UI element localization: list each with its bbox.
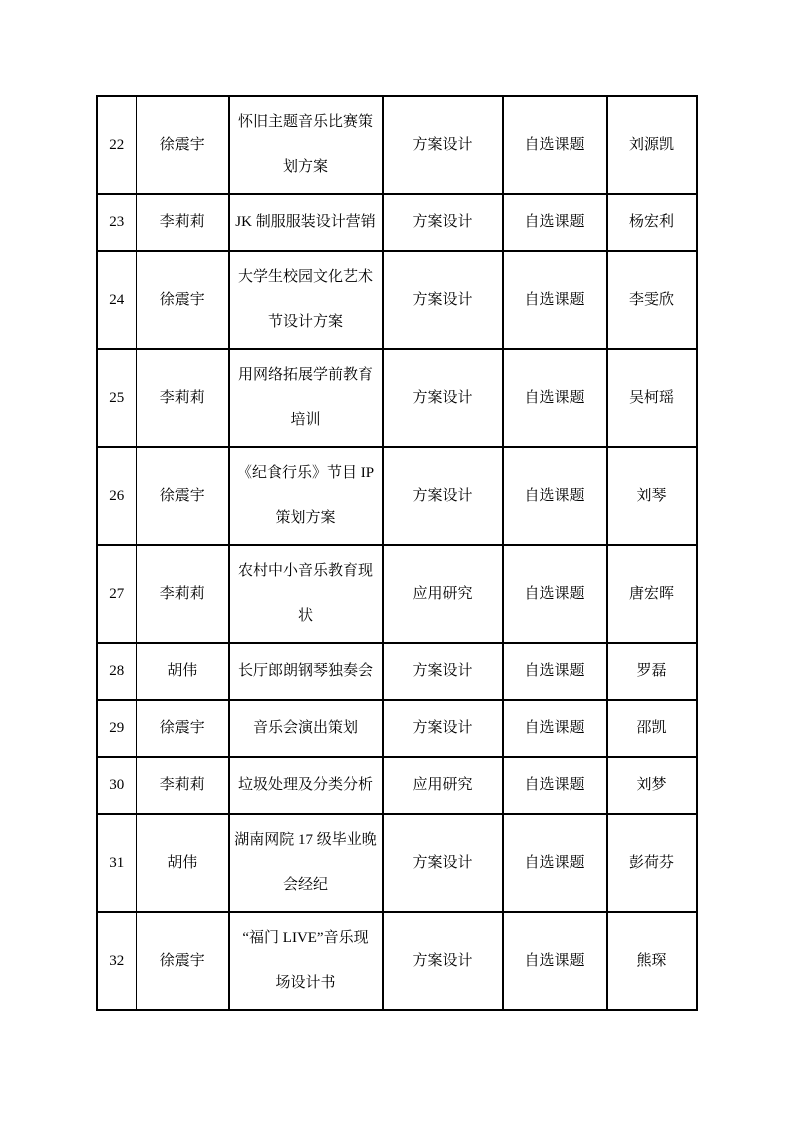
- student-name-cell: 杨宏利: [607, 194, 697, 251]
- topic-title-cell: [229, 349, 383, 447]
- topic-type-cell: 方案设计: [383, 814, 503, 912]
- advisor-name-cell: 胡伟: [137, 814, 229, 912]
- topic-title-line: 《纪食行乐》节目 IP: [236, 465, 375, 481]
- topic-source-cell: 自选课题: [503, 912, 607, 1010]
- table-row: [97, 700, 697, 757]
- advisor-name-cell: 李莉莉: [137, 757, 229, 814]
- topic-type-cell: 方案设计: [383, 912, 503, 1010]
- topic-title-line: 湖南网院 17 级毕业晚: [234, 832, 377, 848]
- table-row: [97, 349, 697, 447]
- topic-source-cell: 自选课题: [503, 194, 607, 251]
- student-name-cell: 李雯欣: [607, 251, 697, 349]
- topic-title-line: “福门 LIVE”音乐现: [242, 930, 369, 946]
- student-name-cell: 熊琛: [607, 912, 697, 1010]
- topic-type-cell: 方案设计: [383, 96, 503, 194]
- topic-title-cell: [229, 700, 383, 757]
- topic-title-line: 会经纪: [282, 877, 328, 893]
- document-page: [0, 95, 793, 1122]
- row-number-cell: 22: [97, 96, 137, 194]
- row-number-cell: 29: [97, 700, 137, 757]
- topic-title-line: 农村中小音乐教育现: [237, 563, 373, 579]
- topic-title-line: 状: [297, 608, 313, 624]
- student-name-cell: 刘源凯: [607, 96, 697, 194]
- student-name-cell: 吴柯瑶: [607, 349, 697, 447]
- advisor-name-cell: 李莉莉: [137, 349, 229, 447]
- advisor-name-cell: 徐震宇: [137, 912, 229, 1010]
- topic-source-cell: 自选课题: [503, 96, 607, 194]
- row-number-cell: 23: [97, 194, 137, 251]
- topic-title-line: 划方案: [282, 159, 328, 175]
- student-name-cell: 罗磊: [607, 643, 697, 700]
- topic-source-cell: 自选课题: [503, 349, 607, 447]
- topic-title-cell: [229, 545, 383, 643]
- row-number-cell: 28: [97, 643, 137, 700]
- topic-title-line: 节设计方案: [267, 314, 343, 330]
- topic-title-line: 长厅郎朗钢琴独奏会: [237, 663, 373, 679]
- topic-type-cell: 方案设计: [383, 700, 503, 757]
- topic-type-cell: 方案设计: [383, 194, 503, 251]
- table-row: [97, 814, 697, 912]
- topic-type-cell: 应用研究: [383, 757, 503, 814]
- row-number-cell: 26: [97, 447, 137, 545]
- topic-source-cell: 自选课题: [503, 643, 607, 700]
- advisor-name-cell: 徐震宇: [137, 700, 229, 757]
- topic-type-cell: 方案设计: [383, 447, 503, 545]
- student-name-cell: 邵凯: [607, 700, 697, 757]
- topic-title-line: 大学生校园文化艺术: [237, 269, 373, 285]
- row-number-cell: 27: [97, 545, 137, 643]
- topic-title-line: 用网络拓展学前教育: [237, 367, 373, 383]
- topic-type-cell: 方案设计: [383, 349, 503, 447]
- topics-table: [96, 95, 698, 1011]
- row-number-cell: 24: [97, 251, 137, 349]
- topic-title-cell: [229, 447, 383, 545]
- student-name-cell: 刘琴: [607, 447, 697, 545]
- advisor-name-cell: 徐震宇: [137, 96, 229, 194]
- topic-title-line: 策划方案: [275, 510, 336, 526]
- topic-title-cell: [229, 96, 383, 194]
- table-row: [97, 194, 697, 251]
- student-name-cell: 彭荷芬: [607, 814, 697, 912]
- advisor-name-cell: 李莉莉: [137, 545, 229, 643]
- topics-table-body: [97, 96, 697, 1010]
- advisor-name-cell: 徐震宇: [137, 447, 229, 545]
- topic-source-cell: 自选课题: [503, 757, 607, 814]
- advisor-name-cell: 徐震宇: [137, 251, 229, 349]
- table-row: [97, 251, 697, 349]
- topic-title-cell: [229, 194, 383, 251]
- topic-title-cell: [229, 643, 383, 700]
- table-row: [97, 643, 697, 700]
- table-row: [97, 912, 697, 1010]
- row-number-cell: 30: [97, 757, 137, 814]
- table-row: [97, 447, 697, 545]
- row-number-cell: 32: [97, 912, 137, 1010]
- advisor-name-cell: 胡伟: [137, 643, 229, 700]
- row-number-cell: 31: [97, 814, 137, 912]
- topic-type-cell: 应用研究: [383, 545, 503, 643]
- topic-type-cell: 方案设计: [383, 251, 503, 349]
- row-number-cell: 25: [97, 349, 137, 447]
- table-row: [97, 545, 697, 643]
- topic-title-line: 音乐会演出策划: [252, 720, 358, 736]
- topic-title-cell: [229, 814, 383, 912]
- topic-title-line: 场设计书: [275, 975, 336, 991]
- table-row: [97, 757, 697, 814]
- student-name-cell: 唐宏晖: [607, 545, 697, 643]
- topic-title-cell: [229, 251, 383, 349]
- student-name-cell: 刘梦: [607, 757, 697, 814]
- topic-source-cell: 自选课题: [503, 814, 607, 912]
- topic-title-line: JK 制服服装设计营销: [235, 214, 376, 230]
- topic-source-cell: 自选课题: [503, 545, 607, 643]
- topic-title-line: 培训: [290, 412, 321, 428]
- topic-title-cell: [229, 757, 383, 814]
- topic-title-cell: [229, 912, 383, 1010]
- advisor-name-cell: 李莉莉: [137, 194, 229, 251]
- topic-source-cell: 自选课题: [503, 447, 607, 545]
- topic-title-line: 怀旧主题音乐比赛策: [237, 114, 373, 130]
- topic-source-cell: 自选课题: [503, 700, 607, 757]
- topic-type-cell: 方案设计: [383, 643, 503, 700]
- table-row: [97, 96, 697, 194]
- topic-source-cell: 自选课题: [503, 251, 607, 349]
- topic-title-line: 垃圾处理及分类分析: [237, 777, 373, 793]
